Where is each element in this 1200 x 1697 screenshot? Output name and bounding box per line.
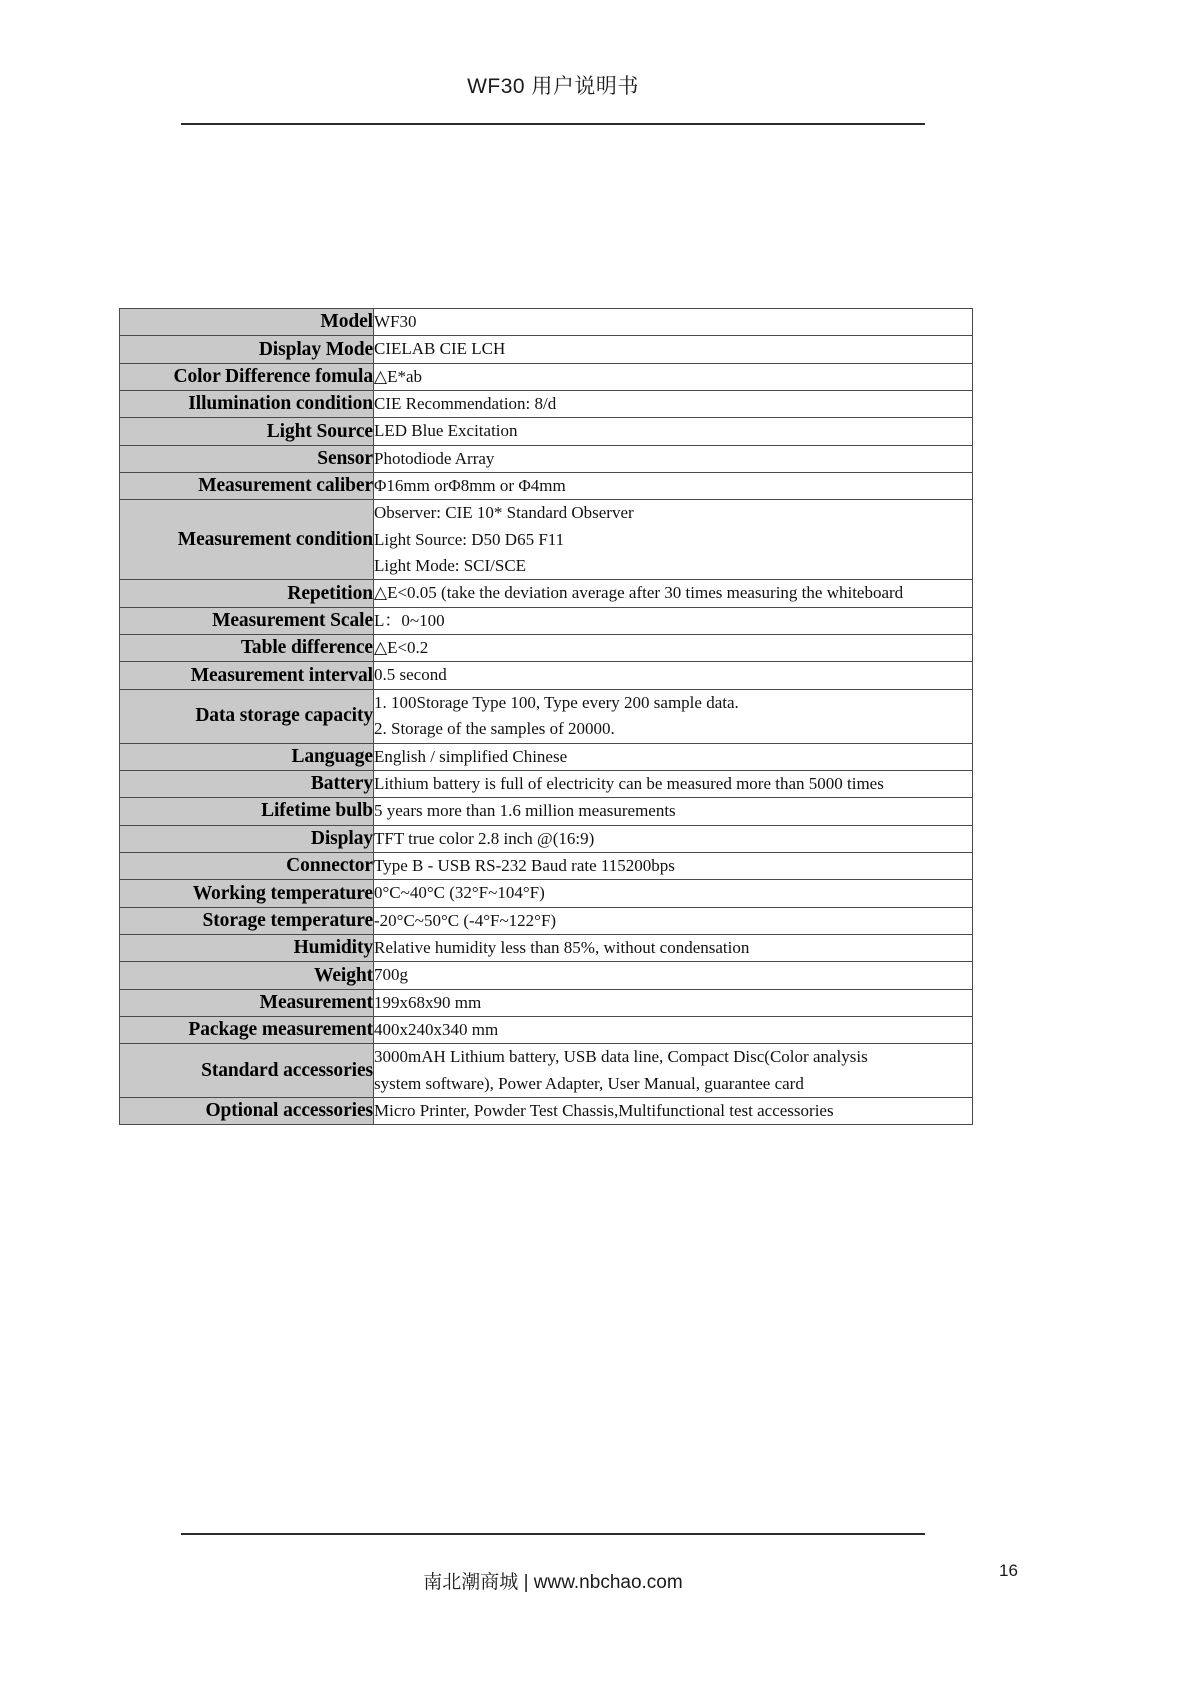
spec-value-line: Light Source: D50 D65 F11 xyxy=(374,529,565,549)
table-row xyxy=(120,743,973,770)
header-title: WF30 用户说明书 xyxy=(467,75,639,98)
spec-value-line: WF30 xyxy=(374,312,417,331)
spec-label-cell: Display Mode xyxy=(120,336,374,363)
spec-label-cell: Package measurement xyxy=(120,1016,374,1043)
spec-label-cell: Storage temperature xyxy=(120,907,374,934)
page-header xyxy=(181,70,925,100)
spec-value-cell xyxy=(374,1044,973,1098)
spec-value-cell xyxy=(374,743,973,770)
spec-value-cell xyxy=(374,309,973,336)
spec-label-cell: Table difference xyxy=(120,635,374,662)
spec-value-cell xyxy=(374,962,973,989)
table-row xyxy=(120,962,973,989)
table-row xyxy=(120,798,973,825)
spec-label-cell: Working temperature xyxy=(120,880,374,907)
spec-value-cell xyxy=(374,989,973,1016)
spec-label-cell: Connector xyxy=(120,852,374,879)
spec-label-cell: Illumination condition xyxy=(120,391,374,418)
spec-value-line: 400x240x340 mm xyxy=(374,1019,499,1039)
spec-value-cell xyxy=(374,934,973,961)
table-row xyxy=(120,309,973,336)
spec-value-line: CIELAB CIE LCH xyxy=(374,339,506,359)
header-divider xyxy=(181,123,925,125)
table-row xyxy=(120,418,973,445)
spec-label-cell: Measurement condition xyxy=(120,500,374,580)
table-row xyxy=(120,607,973,634)
spec-value-line: Light Mode: SCI/SCE xyxy=(374,556,527,576)
spec-value-cell xyxy=(374,473,973,500)
spec-value-cell xyxy=(374,363,973,390)
spec-value-line: 1. 100Storage Type 100, Type every 200 sample data. xyxy=(374,692,739,712)
spec-value-cell xyxy=(374,689,973,743)
spec-label-cell: Repetition xyxy=(120,580,374,607)
spec-label-cell: Data storage capacity xyxy=(120,689,374,743)
page-number: 16 xyxy=(999,1561,1018,1580)
spec-value-cell xyxy=(374,1097,973,1124)
specification-table-body xyxy=(120,309,973,1125)
spec-label-cell: Language xyxy=(120,743,374,770)
spec-label-cell: Optional accessories xyxy=(120,1097,374,1124)
spec-value-line: CIE Recommendation: 8/d xyxy=(374,394,557,414)
spec-label-cell: Lifetime bulb xyxy=(120,798,374,825)
spec-value-line: 3000mAH Lithium battery, USB data line, Compact Disc(Color analysis xyxy=(374,1047,868,1067)
spec-value-line: L：0~100 xyxy=(374,610,445,630)
table-row xyxy=(120,580,973,607)
spec-value-line: 2. Storage of the samples of 20000. xyxy=(374,719,615,739)
table-row xyxy=(120,1097,973,1124)
spec-value-cell xyxy=(374,880,973,907)
spec-value-line: system software), Power Adapter, User Manual, guarantee card xyxy=(374,1073,804,1093)
spec-value-cell xyxy=(374,391,973,418)
spec-value-line: 5 years more than 1.6 million measurements xyxy=(374,801,676,821)
spec-label-cell: Sensor xyxy=(120,445,374,472)
spec-label-cell: Light Source xyxy=(120,418,374,445)
spec-value-line: Lithium battery is full of electricity can be measured more than 5000 times xyxy=(374,773,884,793)
table-row xyxy=(120,500,973,580)
table-row xyxy=(120,770,973,797)
spec-value-line: Φ16mm orΦ8mm or Φ4mm xyxy=(374,476,566,496)
spec-value-cell xyxy=(374,825,973,852)
table-row xyxy=(120,635,973,662)
spec-value-line: 0.5 second xyxy=(374,665,447,685)
table-row xyxy=(120,689,973,743)
spec-label-cell: Standard accessories xyxy=(120,1044,374,1098)
table-row xyxy=(120,934,973,961)
specification-table xyxy=(119,308,973,1125)
spec-value-cell xyxy=(374,907,973,934)
table-row xyxy=(120,391,973,418)
spec-value-cell xyxy=(374,336,973,363)
spec-value-cell xyxy=(374,798,973,825)
spec-label-cell: Measurement Scale xyxy=(120,607,374,634)
spec-label-cell: Display xyxy=(120,825,374,852)
spec-value-cell xyxy=(374,662,973,689)
table-row xyxy=(120,1044,973,1098)
spec-value-line: -20°C~50°C (-4°F~122°F) xyxy=(374,910,557,930)
spec-value-cell xyxy=(374,445,973,472)
table-row xyxy=(120,880,973,907)
spec-label-cell: Measurement xyxy=(120,989,374,1016)
spec-value-cell xyxy=(374,852,973,879)
spec-value-line: Micro Printer, Powder Test Chassis,Multifunctional test accessories xyxy=(374,1100,834,1120)
spec-value-cell xyxy=(374,770,973,797)
spec-label-cell: Measurement interval xyxy=(120,662,374,689)
spec-value-line: 199x68x90 mm xyxy=(374,992,482,1012)
spec-value-line: 700g xyxy=(374,965,408,985)
table-row xyxy=(120,852,973,879)
spec-value-line: Photodiode Array xyxy=(374,448,495,468)
spec-value-cell xyxy=(374,580,973,607)
table-row xyxy=(120,662,973,689)
spec-value-line: △E<0.05 (take the deviation average after 30 times measuring the whiteboard xyxy=(374,583,904,603)
table-row xyxy=(120,363,973,390)
spec-value-cell xyxy=(374,1016,973,1043)
spec-label-cell: Humidity xyxy=(120,934,374,961)
spec-value-line: Type B - USB RS-232 Baud rate 115200bps xyxy=(374,855,675,875)
specification-table-container xyxy=(119,308,972,1125)
spec-label-cell: Model xyxy=(120,309,374,336)
spec-value-cell xyxy=(374,635,973,662)
spec-value-cell xyxy=(374,418,973,445)
spec-value-cell xyxy=(374,607,973,634)
spec-value-line: Observer: CIE 10* Standard Observer xyxy=(374,503,634,523)
table-row xyxy=(120,336,973,363)
spec-value-line: English / simplified Chinese xyxy=(374,746,568,766)
spec-value-line: TFT true color 2.8 inch @(16:9) xyxy=(374,828,595,848)
spec-value-line: 0°C~40°C (32°F~104°F) xyxy=(374,883,545,903)
footer-divider xyxy=(181,1533,925,1535)
table-row xyxy=(120,445,973,472)
spec-value-line: LED Blue Excitation xyxy=(374,421,518,441)
table-row xyxy=(120,825,973,852)
table-row xyxy=(120,989,973,1016)
table-row xyxy=(120,907,973,934)
footer-site-label: 南北潮商城 | www.nbchao.com xyxy=(423,1572,683,1593)
spec-label-cell: Measurement caliber xyxy=(120,473,374,500)
spec-value-line: △E<0.2 xyxy=(374,638,429,658)
spec-value-cell xyxy=(374,500,973,580)
spec-value-line: Relative humidity less than 85%, without condensation xyxy=(374,937,750,957)
spec-label-cell: Weight xyxy=(120,962,374,989)
spec-label-cell: Battery xyxy=(120,770,374,797)
spec-value-line: △E*ab xyxy=(374,366,423,386)
table-row xyxy=(120,473,973,500)
spec-label-cell: Color Difference fomula xyxy=(120,363,374,390)
table-row xyxy=(120,1016,973,1043)
